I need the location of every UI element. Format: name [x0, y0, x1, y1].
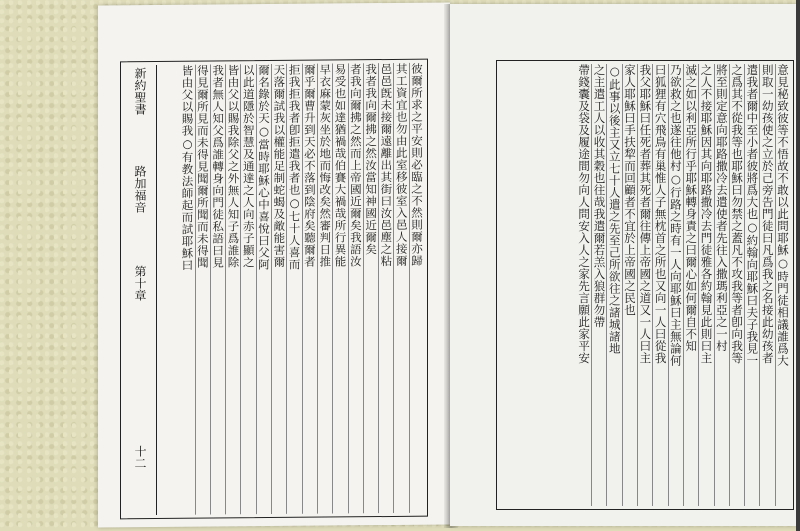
right-page [450, 4, 800, 526]
left-page [98, 2, 450, 527]
text-column: 拒我拒我者卽拒遣我者也○七十人喜而 [286, 64, 301, 514]
text-column: 我者無人知父爲誰轉身向門徒私語曰見 [210, 64, 225, 514]
text-column: 意見秘致彼等不悟故不敢以此問耶穌○時門徒相議誰爲大 [775, 64, 790, 506]
text-column: 將至則定意向耶路撒冷去遣使者先往入撒瑪利亞之一村 [714, 64, 729, 506]
text-column: 我者我向爾拂之然汝當知神國近爾矣 [363, 63, 378, 513]
text-column: 邑邑旣未接爾遠離出其街曰汝邑塵之粘 [378, 63, 393, 513]
text-column: 我父耶穌曰任死者葬其死者爾往傳上帝國之道又一人曰主 [637, 64, 652, 506]
text-column: 則取一幼孩使之立於己旁告門徒曰凡爲我之名接此幼孩者 [759, 64, 774, 506]
text-column: 者我向爾拂之然而上帝國近爾矣我語汝 [348, 63, 363, 513]
text-column: 其工資宜也勿由此室移彼室入邑人接爾 [393, 63, 408, 513]
text-column: 乃欲救之也遂往他村○行路之時有一人向耶穌曰主無論何 [668, 64, 683, 506]
open-book [98, 4, 800, 528]
text-column: 易受也如達猶禍哉伯賽大禍哉所行異能 [332, 63, 347, 513]
text-column: 滅之如以利亞所行乎耶穌轉身責之曰爾心如何爾自不知 [683, 64, 698, 506]
right-text-frame [496, 60, 794, 510]
text-column: 遣我者爾中至小者彼將爲大也○約翰向耶穌曰夫子我見一 [744, 64, 759, 506]
page-edge [796, 0, 800, 531]
text-column: 彼爾所求之平安則必臨之不然則爾亦歸 [409, 63, 424, 513]
page-number: 十二 [133, 445, 147, 470]
book-name: 路加福音 [133, 165, 147, 214]
book-title: 新約聖書 [133, 67, 147, 116]
text-column: 天落爾試我以權能足制蛇蝎及敵能害爾 [271, 64, 286, 514]
text-column: 爾名錄於天○當時耶穌心中喜悅曰父阿 [256, 64, 271, 514]
text-column: 得見爾所見而未得見聞爾所聞而未得聞 [195, 65, 210, 515]
text-column: 皆由父以賜我○有教法師起而試耶穌曰 [180, 64, 195, 272]
left-page-margin [122, 65, 157, 515]
text-column: 早衣麻蒙灰坐於地而悔改矣然審判日推 [317, 63, 332, 513]
text-column: 之爲其不從我等也耶穌曰勿禁之蓋凡不攻我等者卽向我等 [729, 64, 744, 506]
text-column: 家人耶穌曰手扶犂而回顧者不宜於上帝國之民也 [622, 64, 637, 506]
left-text-columns [124, 63, 424, 516]
text-column: 曰狐狸有穴飛鳥有巢惟人子無枕首之所也又向一人曰從我 [652, 64, 667, 506]
text-column: 爾乎爾曹升到天必不落到陰府矣聽爾者 [302, 64, 317, 514]
text-column: ○此事以後主又立七十人遣之先至己所欲往之諸城諸地 [606, 64, 621, 506]
text-column: 之人不接耶穌因其向耶路撒冷去門徒雅各約翰見此則曰主 [698, 64, 713, 506]
text-column: 皆由父以賜我除父之外無人知子爲誰除 [225, 64, 240, 514]
text-column: 以此道隱於智慧及通達之人向赤子顯之 [240, 64, 255, 514]
text-column: 帶錢囊及袋及履途間勿向人問安入人之家先言願此家平安 [577, 64, 592, 364]
right-text-columns [500, 64, 790, 506]
chapter-label: 第十章 [133, 265, 147, 302]
left-text-frame [120, 59, 428, 520]
text-column: 之主遣工人以收其穀也往哉我遣爾若羔入狼群勿帶 [591, 64, 606, 506]
